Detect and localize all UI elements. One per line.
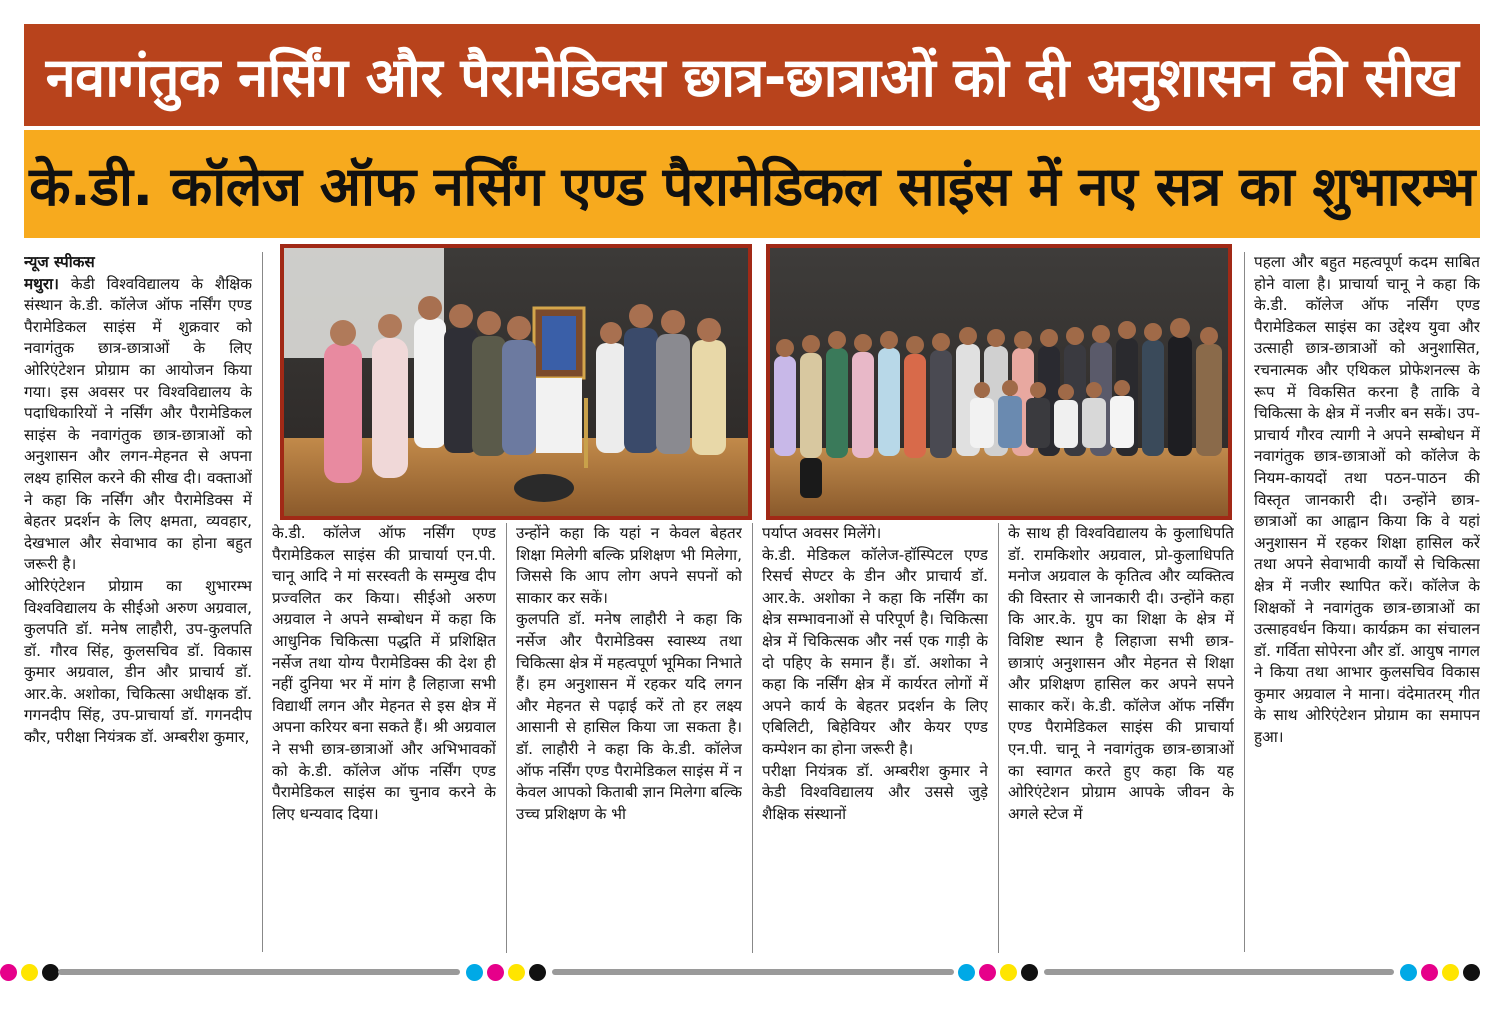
registration-rule xyxy=(1044,969,1394,975)
column-1-paragraph-1 xyxy=(24,274,252,576)
registration-rule xyxy=(552,969,954,975)
article-column-6 xyxy=(1254,252,1480,952)
article-column-4 xyxy=(762,523,988,953)
column-4-paragraph-3: परीक्षा नियंत्रक डॉ. अम्बरीश कुमार ने केडी विश्वविद्यालय और उससे जुड़े शैक्षिक संस्थानों xyxy=(762,761,988,823)
column-5-paragraph-1: के साथ ही विश्वविद्यालय के कुलाधिपति डॉ. रामकिशोर अग्रवाल, प्रो-कुलाधिपति मनोज अग्रवाल के कृतित्व और व्यक्तित्व की विस्तार से जानकारी दी। उन्होंने कहा कि आर.के. ग्रुप का शिक्षा के क्षेत्र में विशिष्ट स्थान है लिहाजा सभी छात्र-छात्राएं अनुशासन और मेहनत से शिक्षा और प्रशिक्षण हासिल कर अपने सपने साकार करें। के.डी. कॉलेज ऑफ नर्सिंग एण्ड पैरामेडिकल साइंस की प्राचार्या एन.पी. चानू ने नवागंतुक छात्र-छात्राओं का स्वागत करते हुए कहा कि यह ओरिएंटेशन प्रोग्राम आपके जीवन के अगले स्टेज में xyxy=(1008,524,1234,823)
subheadline: के.डी. कॉलेज ऑफ नर्सिंग एण्ड पैरामेडिकल साइंस में नए सत्र का शुभारम्भ xyxy=(24,130,1480,238)
registration-marks-center-left xyxy=(466,961,546,983)
registration-dot-magenta xyxy=(979,964,996,981)
registration-dot-yellow xyxy=(1442,964,1459,981)
registration-marks-left xyxy=(0,961,59,983)
photo-lamp-lighting-illustration xyxy=(284,248,748,516)
column-divider xyxy=(262,252,263,952)
registration-marks-center-right xyxy=(958,961,1038,983)
column-2-paragraph-1: के.डी. कॉलेज ऑफ नर्सिंग एण्ड पैरामेडिकल साइंस की प्राचार्या एन.पी. चानू आदि ने मां सरस्वती के सम्मुख दीप प्रज्वलित कर किया। सीईओ अरुण अग्रवाल ने अपने सम्बोधन में कहा कि आधुनिक चिकित्सा पद्धति में प्रशिक्षित नर्सेज तथा योग्य पैरामेडिक्स की देश ही नहीं दुनिया भर में मांग है लिहाजा सभी विद्यार्थी लगन और मेहनत से इस क्षेत्र में अपना करियर बना सकते हैं। श्री अग्रवाल ने सभी छात्र-छात्राओं और अभिभावकों को के.डी. कॉलेज ऑफ नर्सिंग एण्ड पैरामेडिकल साइंस का चुनाव करने के लिए धन्यवाद दिया। xyxy=(272,524,496,823)
registration-rule xyxy=(58,969,460,975)
registration-dot-cyan xyxy=(1400,964,1417,981)
column-divider xyxy=(506,523,507,953)
registration-dot-yellow xyxy=(508,964,525,981)
column-6-paragraph-1: पहला और बहुत महत्वपूर्ण कदम साबित होने वाला है। प्राचार्या चानू ने कहा कि के.डी. कॉलेज ऑफ नर्सिंग एण्ड पैरामेडिकल साइंस का उद्देश्य युवा और उत्साही छात्र-छात्राओं को अनुशासित, रचनात्मक और एथिकल प्रोफेशनल्स के रूप में विकसित करना है ताकि वे चिकित्सा के क्षेत्र में नजीर बन सकें। उप-प्राचार्य गौरव त्यागी ने अपने सम्बोधन में नवागंतुक छात्र-छात्राओं को कॉलेज के नियम-कायदों तथा पठन-पाठन की विस्तृत जानकारी दी। उन्होंने छात्र-छात्राओं का आह्वान किया कि वे यहां अनुशासन में रहकर शिक्षा हासिल करें तथा अपने सेवाभावी कार्यों से चिकित्सा क्षेत्र में नजीर स्थापित करें। कॉलेज के शिक्षकों ने नवागंतुक छात्र-छात्राओं का उत्साहवर्धन किया। कार्यक्रम का संचालन डॉ. गर्विता सोपेरना और डॉ. आयुष नागल ने किया तथा आभार कुलसचिव विकास कुमार अग्रवाल ने माना। वंदेमातरम् गीत के साथ ओरिएंटेशन प्रोग्राम का समापन हुआ। xyxy=(1254,253,1480,747)
headline: नवागंतुक नर्सिंग और पैरामेडिक्स छात्र-छात्राओं को दी अनुशासन की सीख xyxy=(24,24,1480,126)
registration-dot-yellow xyxy=(1000,964,1017,981)
registration-marks-right xyxy=(1400,961,1480,983)
article-column-3 xyxy=(516,523,742,953)
registration-dot-magenta xyxy=(0,964,17,981)
registration-dot-black xyxy=(1463,964,1480,981)
column-3-paragraph-2: कुलपति डॉ. मनेष लाहौरी ने कहा कि नर्सेज और पैरामेडिक्स स्वास्थ्य तथा चिकित्सा क्षेत्र में महत्वपूर्ण भूमिका निभाते हैं। हम अनुशासन में रहकर यदि लगन और मेहनत से पढ़ाई करें तो हर लक्ष्य आसानी से हासिल किया जा सकता है। डॉ. लाहौरी ने कहा कि के.डी. कॉलेज ऑफ नर्सिंग एण्ड पैरामेडिकल साइंस में न केवल आपको किताबी ज्ञान मिलेगा बल्कि उच्च प्रशिक्षण के भी xyxy=(516,610,742,823)
registration-dot-magenta xyxy=(487,964,504,981)
article-column-1 xyxy=(24,252,252,952)
column-divider xyxy=(998,523,999,953)
article-column-2 xyxy=(272,523,496,953)
article-column-5 xyxy=(1008,523,1234,953)
registration-dot-yellow xyxy=(21,964,38,981)
dateline: मथुरा। xyxy=(24,274,59,293)
registration-dot-cyan xyxy=(958,964,975,981)
photo-group-illustration xyxy=(770,248,1228,516)
registration-dot-black xyxy=(529,964,546,981)
column-4-paragraph-2: के.डी. मेडिकल कॉलेज-हॉस्पिटल एण्ड रिसर्च सेण्टर के डीन और प्राचार्य डॉ. आर.के. अशोका ने कहा कि नर्सिंग का क्षेत्र सम्भावनाओं से परिपूर्ण है। चिकित्सा क्षेत्र में चिकित्सक और नर्स एक गाड़ी के दो पहिए के समान हैं। डॉ. अशोका ने कहा कि नर्सिंग क्षेत्र में कार्यरत लोगों में अपने कार्य के बेहतर प्रदर्शन के लिए एबिलिटी, बिहेवियर और केयर एण्ड कम्पेशन का होना जरूरी है। xyxy=(762,545,988,758)
column-divider xyxy=(752,523,753,953)
event-photo-group xyxy=(766,244,1232,520)
byline: न्यूज स्पीकस xyxy=(24,253,95,271)
event-photo-lamp-lighting xyxy=(280,244,752,520)
registration-dot-black xyxy=(42,964,59,981)
registration-dot-magenta xyxy=(1421,964,1438,981)
registration-dot-black xyxy=(1021,964,1038,981)
column-1-text: केडी विश्वविद्यालय के शैक्षिक संस्थान के.डी. कॉलेज ऑफ नर्सिंग एण्ड पैरामेडिकल साइंस में शुक्रवार को नवागंतुक छात्र-छात्राओं के लिए ओरिएंटेशन प्रोग्राम का आयोजन किया गया। इस अवसर पर विश्वविद्यालय के पदाधिकारियों ने नर्सिंग और पैरामेडिकल साइंस के नवागंतुक छात्र-छात्राओं को अनुशासन और लगन-मेहनत से अपना लक्ष्य हासिल करने की सीख दी। वक्ताओं ने कहा कि नर्सिंग और पैरामेडिक्स में बेहतर प्रदर्शन के लिए क्षमता, व्यवहार, देखभाल और सेवाभाव का होना बहुत जरूरी है। xyxy=(24,274,252,574)
column-divider xyxy=(1244,252,1245,952)
column-1-paragraph-2: ओरिएंटेशन प्रोग्राम का शुभारम्भ विश्वविद्यालय के सीईओ अरुण अग्रवाल, कुलपति डॉ. मनेष लाहौरी, उप-कुलपति डॉ. गौरव सिंह, कुलसचिव डॉ. विकास कुमार अग्रवाल, डीन और प्राचार्य डॉ. आर.के. अशोका, चिकित्सा अधीक्षक डॉ. गगनदीप सिंह, उप-प्राचार्या डॉ. गगनदीप कौर, परीक्षा नियंत्रक डॉ. अम्बरीश कुमार, xyxy=(24,576,252,747)
registration-dot-cyan xyxy=(466,964,483,981)
column-4-paragraph-1: पर्याप्त अवसर मिलेंगे। xyxy=(762,524,882,542)
column-3-paragraph-1: उन्होंने कहा कि यहां न केवल बेहतर शिक्षा मिलेगी बल्कि प्रशिक्षण भी मिलेगा, जिससे कि आप लोग अपने सपनों को साकार कर सकें। xyxy=(516,524,742,607)
